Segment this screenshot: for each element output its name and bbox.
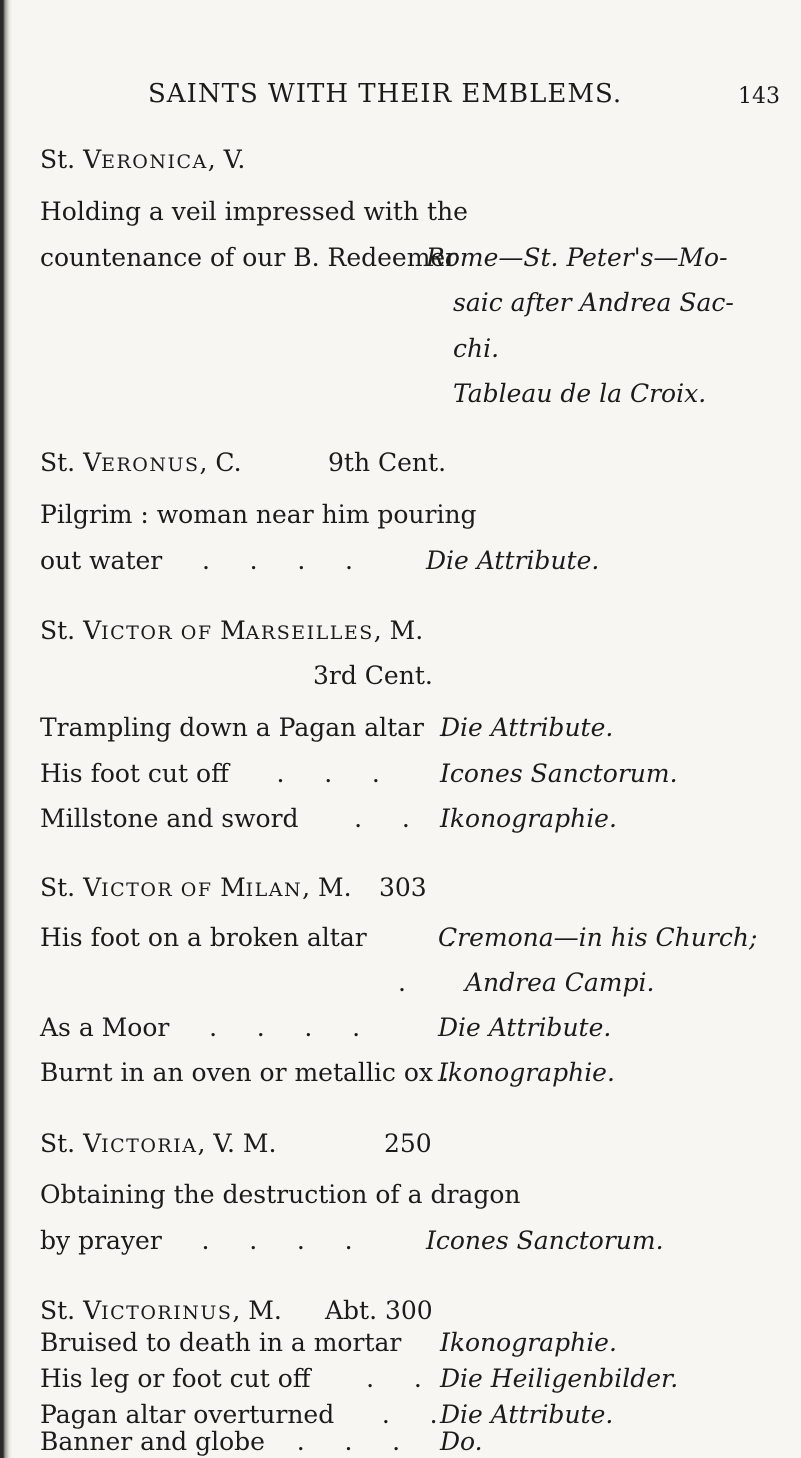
emblem-source: Do. bbox=[440, 1427, 483, 1456]
saint-date: Abt. 300 bbox=[325, 1296, 433, 1325]
saint-date: 3rd Cent. bbox=[313, 661, 433, 690]
emblem-source: Cremona—in his Church; bbox=[438, 923, 758, 952]
emblem-description: by prayer . . . . bbox=[40, 1226, 353, 1255]
emblem-description: His leg or foot cut off . . bbox=[40, 1364, 422, 1393]
emblem-description: Holding a veil impressed with the bbox=[40, 197, 468, 226]
saint-name-victoria: St. VICTORIA, V. M. bbox=[40, 1129, 277, 1158]
emblem-source: Tableau de la Croix. bbox=[453, 379, 707, 408]
emblem-source: saic after Andrea Sac- bbox=[453, 288, 734, 317]
emblem-description: Millstone and sword . . bbox=[40, 804, 410, 833]
emblem-source: Ikonographie. bbox=[440, 1328, 617, 1357]
emblem-description: His foot cut off . . . bbox=[40, 759, 380, 788]
emblem-description: His foot on a broken altar . bbox=[40, 923, 455, 952]
book-gutter-shadow bbox=[0, 0, 12, 1458]
emblem-description: As a Moor . . . . bbox=[40, 1013, 361, 1042]
emblem-source: Icones Sanctorum. bbox=[426, 1226, 664, 1255]
saint-name-veronica: St. VERONICA, V. bbox=[40, 145, 246, 174]
emblem-source: Die Heiligenbilder. bbox=[440, 1364, 679, 1393]
emblem-description: out water . . . . bbox=[40, 546, 353, 575]
saint-date: 250 bbox=[384, 1129, 432, 1158]
emblem-description: . bbox=[398, 968, 406, 997]
emblem-source: chi. bbox=[453, 334, 500, 363]
emblem-source: Ikonographie. bbox=[438, 1058, 615, 1087]
emblem-description: Pagan altar overturned . . bbox=[40, 1400, 438, 1429]
emblem-source: Andrea Campi. bbox=[465, 968, 655, 997]
emblem-source: Die Attribute. bbox=[438, 1013, 612, 1042]
running-header: SAINTS WITH THEIR EMBLEMS. bbox=[148, 79, 623, 109]
emblem-description: Burnt in an oven or metallic ox . bbox=[40, 1058, 449, 1087]
saint-name-veronus: St. VERONUS, C. bbox=[40, 448, 242, 477]
page-number: 143 bbox=[738, 84, 780, 109]
emblem-description: Trampling down a Pagan altar . bbox=[40, 713, 448, 742]
saint-date: 303 bbox=[379, 873, 427, 902]
emblem-description: Pilgrim : woman near him pouring bbox=[40, 500, 477, 529]
emblem-description: Bruised to death in a mortar . bbox=[40, 1328, 465, 1357]
emblem-source: Die Attribute. bbox=[426, 546, 600, 575]
emblem-source: Icones Sanctorum. bbox=[440, 759, 678, 788]
emblem-description: Banner and globe . . . bbox=[40, 1427, 401, 1456]
saint-date: 9th Cent. bbox=[328, 448, 447, 477]
saint-name-victorinus: St. VICTORINUS, M. bbox=[40, 1296, 282, 1325]
emblem-description: countenance of our B. Redeemer bbox=[40, 243, 458, 272]
emblem-source: Die Attribute. bbox=[440, 1400, 614, 1429]
emblem-description: Obtaining the destruction of a dragon bbox=[40, 1180, 521, 1209]
emblem-source: Ikonographie. bbox=[440, 804, 617, 833]
saint-name-victor-of-milan: St. VICTOR OF MILAN, M. bbox=[40, 873, 352, 902]
emblem-source: Die Attribute. bbox=[440, 713, 614, 742]
saint-name-victor-of-marseilles: St. VICTOR OF MARSEILLES, M. bbox=[40, 616, 424, 645]
emblem-source: Rome—St. Peter's—Mo- bbox=[426, 243, 728, 272]
